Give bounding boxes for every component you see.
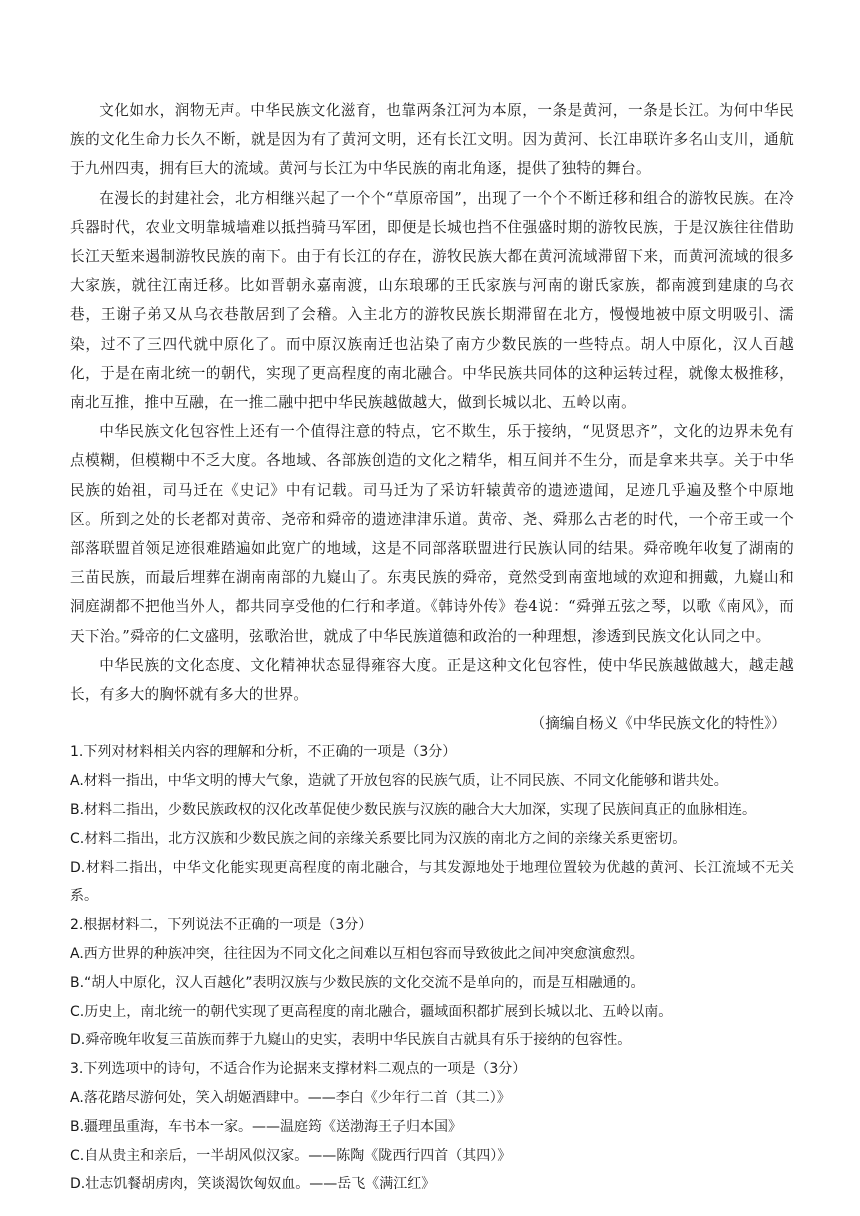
question-stem: 2.根据材料二，下列说法不正确的一项是（3分）: [70, 917, 373, 934]
question-option-c: C.自从贵主和亲后，一半胡风似汉家。——陈陶《陇西行四首（其四）》: [70, 1147, 512, 1164]
question-option-c: C.历史上，南北统一的朝代实现了更高程度的南北融合，疆域面积都扩展到长城以北、五岭以南。: [70, 1003, 673, 1020]
question-option-a: A.材料一指出，中华文明的博大气象，造就了开放包容的民族气质，让不同民族、不同文化能够和谐共处。: [70, 773, 728, 790]
reading-passage: [70, 96, 794, 738]
question-option-b: B.“胡人中原化，汉人百越化”表明汉族与少数民族的文化交流不是单向的，而是互相融通的。: [70, 974, 645, 991]
passage-source: （摘编自杨义《中华民族文化的特性》）: [530, 715, 786, 733]
passage-paragraph: 中华民族文化包容性上还有一个值得注意的特点，它不欺生，乐于接纳，“见贤思齐”，文化的边界未免有点模糊，但模糊中不乏大度。各地域、各部族创造的文化之精华，相互间并不生分，而是拿来共享。关于中华民族的始祖，司马迁在《史记》中有记载。司马迁为了采访轩辕黄帝的遗迹遗闻，足迹几乎遍及整个中原地区。所到之处的长老都对黄帝、尧帝和舜帝的遗迹津津乐道。黄帝、尧、舜那么古老的时代，一个帝王或一个部落联盟首领足迹很难踏遍如此宽广的地域，这是不同部落联盟进行民族认同的结果。舜帝晚年收复了湖南的三苗民族，而最后埋葬在湖南南部的九嶷山了。东夷民族的舜帝，竟然受到南蛮地域的欢迎和拥戴，九嶷山和洞庭湖都不把他当外人，都共同享受他的仁行和孝道。《韩诗外传》卷4说：“舜弹五弦之琴，以歌《南风》，而天下治。”舜帝的仁文盛明，弦歌治世，就成了中华民族道德和政治的一种理想，渗透到民族文化认同之中。: [70, 423, 794, 645]
question-stem: 1.下列对材料相关内容的理解和分析，不正确的一项是（3分）: [70, 744, 457, 761]
question-option-d: D.舜帝晚年收复三苗族而葬于九嶷山的史实，表明中华民族自古就具有乐于接纳的包容性。: [70, 1032, 632, 1049]
question-stem: 3.下列选项中的诗句，不适合作为论据来支撑材料二观点的一项是（3分）: [70, 1061, 527, 1078]
question-option-d: D.壮志饥餐胡虏肉，笑谈渴饮匈奴血。——岳飞《满江红》: [70, 1176, 436, 1193]
question-option-a: A.落花踏尽游何处，笑入胡姬酒肆中。——李白《少年行二首（其二）》: [70, 1090, 511, 1107]
question-option-d: D.材料二指出，中华文化能实现更高程度的南北融合，与其发源地处于地理位置较为优越的黄河、长江流域不无关系。: [70, 859, 794, 905]
question-3: [70, 1055, 794, 1199]
passage-paragraph: 在漫长的封建社会，北方相继兴起了一个个“草原帝国”，出现了一个个不断迁移和组合的游牧民族。在冷兵器时代，农业文明靠城墙难以抵挡骑马军团，即便是长城也挡不住强盛时期的游牧民族，于是汉族往往借助长江天堑来遏制游牧民族的南下。由于有长江的存在，游牧民族大都在黄河流域滞留下来，而黄河流域的很多大家族，就往江南迁移。比如晋朝永嘉南渡，山东琅琊的王氏家族与河南的谢氏家族，都南渡到建康的乌衣巷，王谢子弟又从乌衣巷散居到了会稽。入主北方的游牧民族长期滞留在北方，慢慢地被中原文明吸引、濡染，过不了三四代就中原化了。而中原汉族南迁也沾染了南方少数民族的一些特点。胡人中原化，汉人百越化，于是在南北统一的朝代，实现了更高程度的南北融合。中华民族共同体的这种运转过程，就像太极推移，南北互推，推中互融，在一推二融中把中华民族越做越大，做到长城以北、五岭以南。: [70, 189, 794, 412]
question-1: [70, 738, 794, 911]
exam-page: [70, 96, 794, 1199]
passage-paragraph: 文化如水，润物无声。中华民族文化滋育，也靠两条江河为本原，一条是黄河，一条是长江。为何中华民族的文化生命力长久不断，就是因为有了黄河文明，还有长江文明。因为黄河、长江串联许多名山支川，通航于九州四夷，拥有巨大的流域。黄河与长江为中华民族的南北角逐，提供了独特的舞台。: [70, 102, 794, 178]
question-option-a: A.西方世界的种族冲突，往往因为不同文化之间难以互相包容而导致彼此之间冲突愈演愈烈。: [70, 946, 644, 963]
passage-paragraph: 中华民族的文化态度、文化精神状态显得雍容大度。正是这种文化包容性，使中华民族越做越大，越走越长，有多大的胸怀就有多大的世界。: [70, 656, 794, 704]
question-option-b: B.疆理虽重海，车书本一家。——温庭筠《送渤海王子归本国》: [70, 1118, 463, 1135]
question-option-b: B.材料二指出，少数民族政权的汉化改革促使少数民族与汉族的融合大大加深，实现了民族间真正的血脉相连。: [70, 802, 757, 819]
question-option-c: C.材料二指出，北方汉族和少数民族之间的亲缘关系要比同为汉族的南北方之间的亲缘关系更密切。: [70, 830, 687, 847]
question-2: [70, 911, 794, 1055]
